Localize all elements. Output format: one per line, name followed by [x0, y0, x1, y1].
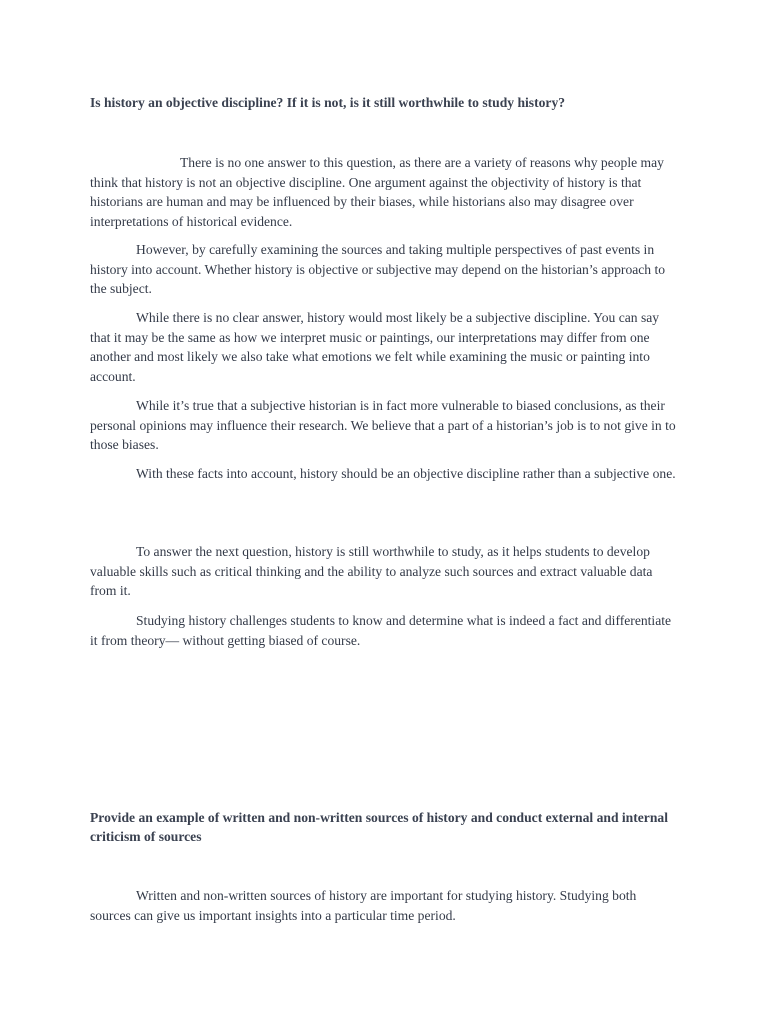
question-heading-2: Provide an example of written and non-written sources of history and conduct external and internal criticism of sources: [90, 810, 668, 844]
paragraph-7: Studying history challenges students to know and determine what is indeed a fact and differentiate it from theory— without getting biased of course.: [90, 613, 672, 648]
paragraph-2: However, by carefully examining the sources and taking multiple perspectives of past events in history into account. Whether history is objective or subjective may depend on the historian’s approach to the subject.: [90, 242, 666, 296]
question-heading-1: Is history an objective discipline? If it is not, is it still worthwhile to study history?: [90, 95, 566, 110]
paragraph-4: While it’s true that a subjective historian is in fact more vulnerable to biased conclusions, as their personal opinions may influence their research. We believe that a part of a historian’s job is to not give in to those biases.: [90, 398, 676, 452]
paragraph-6: To answer the next question, history is still worthwhile to study, as it helps students to develop valuable skills such as critical thinking and the ability to analyze such sources and extract valuable data from it.: [90, 544, 653, 598]
paragraph-1: There is no one answer to this question, as there are a variety of reasons why people may think that history is not an objective discipline. One argument against the objectivity of history is that historians are human and may be influenced by their biases, while historians also may disagree over interpretations of historical evidence.: [90, 155, 664, 229]
paragraph-3: While there is no clear answer, history would most likely be a subjective discipline. You can say that it may be the same as how we interpret music or paintings, our interpretations may differ from one another and most likely we also take what emotions we felt while examining the music or painting into account.: [90, 310, 660, 384]
paragraph-5: With these facts into account, history should be an objective discipline rather than a subjective one.: [136, 466, 676, 481]
paragraph-8: Written and non-written sources of history are important for studying history. Studying both sources can give us important insights into a particular time period.: [90, 888, 637, 923]
